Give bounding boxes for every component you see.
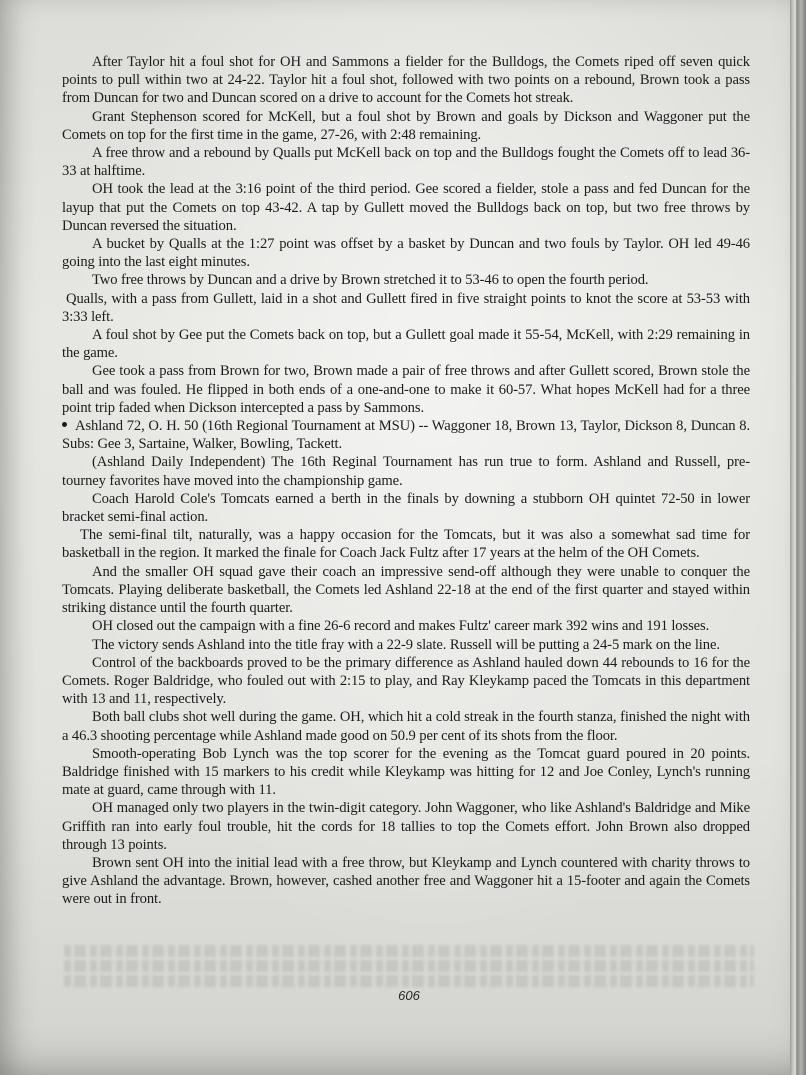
paragraph-5: A bucket by Qualls at the 1:27 point was offset by a basket by Duncan and two fouls by Taylor. OH led 49-46 going into the last eight minutes. [62, 236, 750, 271]
paragraph-18: Both ball clubs shot well during the game. OH, which hit a cold streak in the fourth stanza, finished the night with a 46.3 shooting percentage while Ashland made good on 50.9 per cent of its shots from the floor. [62, 709, 750, 744]
paragraph-8: A foul shot by Gee put the Comets back on top, but a Gullett goal made it 55-54, McKell, with 2:29 remaining in the game. [62, 327, 750, 362]
paragraph-19: Smooth-operating Bob Lynch was the top scorer for the evening as the Tomcat guard poured in 20 points. Baldridge finished with 15 markers to his credit while Kleykamp was hitting for 12 and Joe Conley, Lynch's running mate at guard, came through with 11. [62, 745, 750, 799]
page-edge-shadow [790, 0, 806, 1075]
paragraph-13: The semi-final tilt, naturally, was a happy occasion for the Tomcats, but it was also a somewhat sad time for basketball in the region. It marked the finale for Coach Jack Fultz after 17 years at the helm of the OH Comets. [62, 527, 750, 562]
game-result-line [62, 417, 750, 453]
bullet-icon [62, 422, 67, 427]
paragraph-7: Qualls, with a pass from Gullett, laid in a shot and Gullett fired in five straight points to knot the score at 53-53 with 3:33 left. [62, 290, 750, 325]
paragraph-6: Two free throws by Duncan and a drive by Brown stretched it to 53-46 to open the fourth period. [92, 272, 649, 289]
paragraph-11: (Ashland Daily Independent) The 16th Reginal Tournament has run true to form. Ashland and Russell, pre-tourney favorites have moved into the championship game. [62, 454, 750, 489]
game-result-text: Ashland 72, O. H. 50 (16th Regional Tournament at MSU) -- Waggoner 18, Brown 13, Taylor, Dickson 8, Duncan 8. Subs: Gee 3, Sartaine, Walker, Bowling, Tackett. [62, 418, 750, 453]
paragraph-14: And the smaller OH squad gave their coach an impressive send-off although they were unable to conquer the Tomcats. Playing deliberate basketball, the Comets led Ashland 22-18 at the end of the first quarter and stayed within striking distance until the fourth quarter. [62, 563, 750, 617]
paragraph-17: Control of the backboards proved to be the primary difference as Ashland hauled down 44 rebounds to 16 for the Comets. Roger Baldridge, who fouled out with 2:15 to play, and Ray Kleykamp paced the Tomcats in this department with 13 and 11, respectively. [62, 654, 750, 708]
paragraph-4: OH took the lead at the 3:16 point of the third period. Gee scored a fielder, stole a pass and fed Duncan for the layup that put the Comets on top 43-42. A tap by Gullett moved the Bulldogs back on top, but two free throws by Duncan reversed the situation. [62, 181, 750, 234]
paragraph-2: Grant Stephenson scored for McKell, but a foul shot by Brown and goals by Dickson and Waggoner put the Comets on top for the first time in the game, 27-26, with 2:48 remaining. [62, 108, 750, 143]
page-edge-highlight [794, 0, 796, 1075]
paragraph-3: A free throw and a rebound by Qualls put McKell back on top and the Bulldogs fought the Comets off to lead 36-33 at halftime. [62, 145, 750, 180]
paragraph-21: Brown sent OH into the initial lead with a free throw, but Kleykamp and Lynch countered with charity throws to give Ashland the advantage. Brown, however, cashed another free and Waggoner hit a 15-footer and again the Comets were out in front. [62, 854, 750, 908]
page-number: 606 [398, 988, 420, 1003]
paragraph-16: The victory sends Ashland into the title fray with a 22-9 slate. Russell will be putting a 24-5 mark on the line. [92, 636, 720, 653]
paragraph-1: After Taylor hit a foul shot for OH and Sammons a fielder for the Bulldogs, the Comets riped off seven quick points to pull within two at 24-22. Taylor hit a foul shot, followed with two points on a rebound, Brown took a pass from Duncan for two and Duncan scored on a drive to account for the Comets hot streak. [62, 54, 750, 107]
paragraph-9: Gee took a pass from Brown for two, Brown made a pair of free throws and after Gullett scored, Brown stole the ball and was fouled. He flipped in both ends of a one-and-one to make it 60-57. What hopes McKell had for a three point trip faded when Dickson intercepted a pass by Sammons. [62, 363, 750, 416]
paragraph-12: Coach Harold Cole's Tomcats earned a berth in the finals by downing a stubborn OH quintet 72-50 in lower bracket semi-final action. [62, 490, 750, 526]
body-text [62, 53, 750, 909]
paragraph-20: OH managed only two players in the twin-digit category. John Waggoner, who like Ashland's Baldridge and Mike Griffith ran into early foul trouble, hit the cords for 18 tallies to top the Comets effort. John Brown also dropped through 13 points. [62, 800, 750, 853]
paragraph-15: OH closed out the campaign with a fine 26-6 record and makes Fultz' career mark 392 wins and 191 losses. [92, 618, 710, 635]
